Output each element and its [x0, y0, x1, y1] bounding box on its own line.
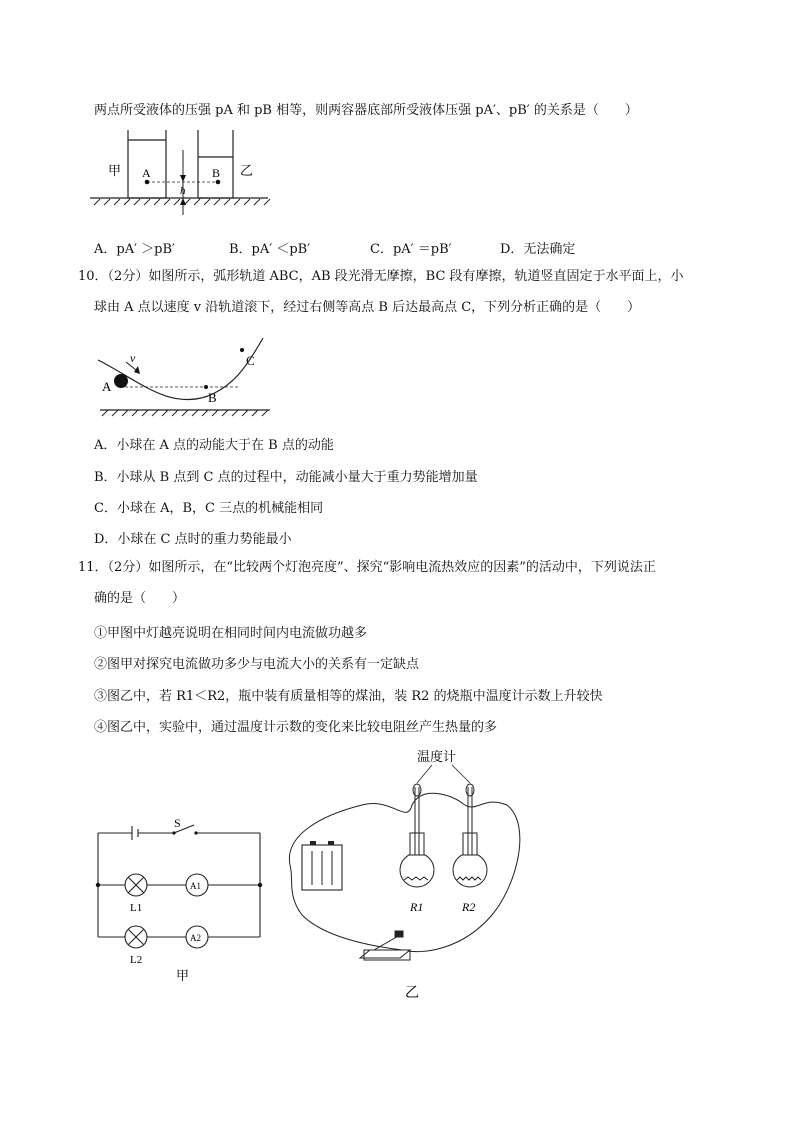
q11-r1-label: R1 [410, 900, 424, 914]
q11-item-3: ③图乙中，若 R1＜R2，瓶中装有质量相等的煤油，装 R2 的烧瓶中温度计示数上升较快 [94, 689, 603, 704]
q9-figure [90, 125, 290, 235]
q11-figure-jia [92, 815, 272, 985]
battery-icon [302, 841, 342, 890]
q9-stem-text: 两点所受液体的压强 pA 和 pB 相等，则两容器底部所受液体压强 pA′、pB′ 的关系是（ ） [94, 103, 638, 118]
q9-option-b: B．pA′ ＜pB′ [229, 242, 311, 257]
q10-option-c: C．小球在 A，B，C 三点的机械能相同 [94, 501, 324, 516]
q9-option-d: D．无法确定 [500, 242, 576, 257]
q11-stem-line1: 11．（2分）如图所示，在“比较两个灯泡亮度”、探究“影响电流热效应的因素”的活动中，下列说法正 [78, 560, 656, 575]
q11-r2-label: R2 [462, 900, 476, 914]
q10-label-b: B [208, 390, 217, 405]
q10-stem-line1: 10．（2分）如图所示，弧形轨道 ABC，AB 段光滑无摩擦，BC 段有摩擦，轨道竖直固定于水平面上，小 [78, 269, 684, 284]
q9-option-a: A．pA′ ＞pB′ [94, 242, 176, 257]
q9-label-jia: 甲 [108, 163, 122, 178]
q9-label-yi: 乙 [240, 163, 254, 178]
flask-r1 [400, 784, 434, 887]
q11-item-2: ②图甲对探究电流做功多少与电流大小的关系有一定缺点 [94, 657, 420, 672]
q10-option-d: D．小球在 C 点时的重力势能最小 [94, 532, 292, 547]
q11-stem-line2: 确的是（ ） [94, 591, 186, 606]
flask-r2 [453, 784, 487, 887]
q11-lamp-l2: L2 [130, 954, 143, 966]
q10-label-v: v [130, 351, 136, 365]
q9-h-label: h [180, 185, 186, 197]
q11-ammeter-a2: A2 [190, 933, 201, 943]
container-yi [198, 130, 233, 198]
q11-lamp-l1: L1 [130, 902, 143, 914]
knife-switch-icon [360, 931, 410, 960]
q11-switch-label: S [174, 816, 181, 830]
container-jia [128, 130, 166, 198]
q11-figure-yi [282, 745, 522, 1005]
q9-point-b: B [212, 166, 221, 180]
q11-item-4: ④图乙中，实验中，通过温度计示数的变化来比较电阻丝产生热量的多 [94, 720, 498, 735]
q9-option-c: C．pA′ ＝pB′ [370, 242, 452, 257]
q11-ammeter-a1: A1 [190, 881, 201, 891]
q11-item-1: ①甲图中灯越亮说明在相同时间内电流做功越多 [94, 626, 368, 641]
q11-caption-jia: 甲 [176, 968, 190, 983]
q10-label-a: A [102, 379, 112, 394]
q10-figure [98, 330, 288, 420]
q11-caption-yi: 乙 [405, 986, 419, 1001]
q9-point-a: A [142, 166, 151, 180]
q10-label-c: C [246, 353, 255, 368]
q10-option-a: A．小球在 A 点的动能大于在 B 点的动能 [94, 438, 334, 453]
q11-thermo-label: 温度计 [417, 749, 457, 764]
q9-stem-tail [94, 103, 638, 119]
q10-option-b: B．小球从 B 点到 C 点的过程中，动能减小量大于重力势能增加量 [94, 470, 478, 485]
q10-stem-line2: 球由 A 点以速度 v 沿轨道滚下，经过右侧等高点 B 后达最高点 C，下列分析正确的是（ ） [94, 300, 641, 315]
